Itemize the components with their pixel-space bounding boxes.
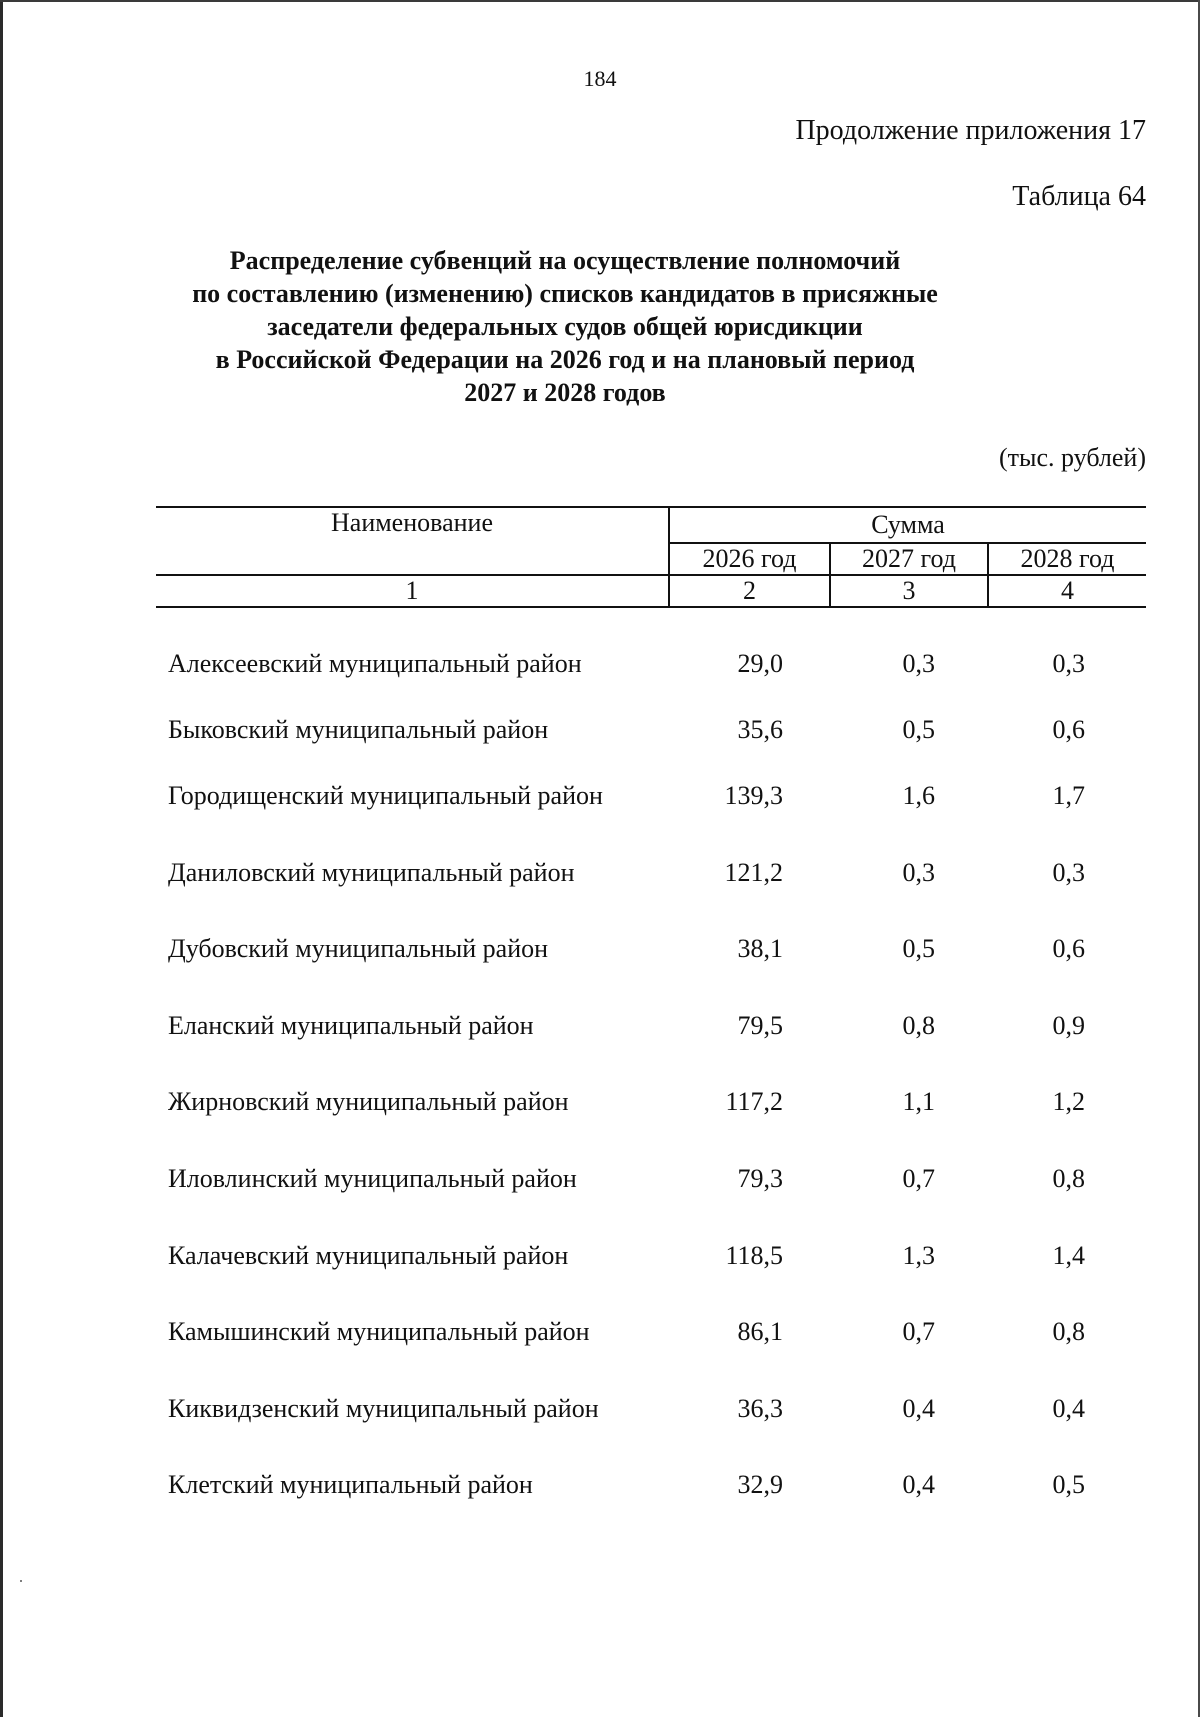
row-value-2028: 0,3 xyxy=(1052,649,1085,678)
scan-speck xyxy=(20,1580,22,1582)
table-row xyxy=(0,929,1200,969)
table-row xyxy=(0,776,1200,816)
row-value-2028: 0,8 xyxy=(1052,1164,1085,1193)
table-label: Таблица 64 xyxy=(1012,181,1146,212)
title-line: заседатели федеральных судов общей юрисдикции xyxy=(267,312,863,341)
col-number-2: 2 xyxy=(743,576,756,605)
table-row xyxy=(0,853,1200,893)
row-value-2026: 79,5 xyxy=(737,1011,783,1040)
units-label: (тыс. рублей) xyxy=(998,443,1146,472)
row-value-2027: 0,5 xyxy=(902,934,935,963)
row-value-2028: 1,4 xyxy=(1052,1241,1085,1270)
row-name: Алексеевский муниципальный район xyxy=(168,649,582,678)
row-value-2027: 0,4 xyxy=(902,1470,935,1499)
title-line: 2027 и 2028 годов xyxy=(464,378,666,407)
page-number: 184 xyxy=(583,66,617,91)
row-name: Камышинский муниципальный район xyxy=(168,1317,590,1346)
header-sum: Сумма xyxy=(871,510,945,539)
row-value-2027: 0,5 xyxy=(902,715,935,744)
table-row xyxy=(0,1159,1200,1199)
title-line: по составлению (изменению) списков кандидатов в присяжные xyxy=(192,279,938,308)
row-name: Дубовский муниципальный район xyxy=(168,934,549,963)
row-name: Городищенский муниципальный район xyxy=(168,781,603,810)
row-value-2028: 0,3 xyxy=(1052,858,1085,887)
row-value-2026: 79,3 xyxy=(737,1164,783,1193)
table-row xyxy=(0,1465,1200,1505)
row-value-2026: 38,1 xyxy=(737,934,783,963)
row-name: Жирновский муниципальный район xyxy=(168,1087,569,1116)
row-value-2028: 1,7 xyxy=(1052,781,1085,810)
col-number-1: 1 xyxy=(405,576,419,605)
row-value-2026: 117,2 xyxy=(725,1087,783,1116)
row-value-2028: 0,8 xyxy=(1052,1317,1085,1346)
row-value-2028: 0,9 xyxy=(1052,1011,1085,1040)
row-value-2026: 29,0 xyxy=(737,649,783,678)
row-value-2026: 32,9 xyxy=(737,1470,783,1499)
row-value-2027: 1,6 xyxy=(902,781,935,810)
header-year-2028: 2028 год xyxy=(1020,544,1115,573)
row-value-2026: 36,3 xyxy=(737,1394,783,1423)
title-line: в Российской Федерации на 2026 год и на плановый период xyxy=(215,345,915,374)
row-name: Быковский муниципальный район xyxy=(168,715,549,744)
row-value-2026: 86,1 xyxy=(737,1317,783,1346)
header-year-2027: 2027 год xyxy=(862,544,956,573)
row-value-2028: 0,6 xyxy=(1052,715,1085,744)
row-value-2027: 1,3 xyxy=(902,1241,935,1270)
row-name: Киквидзенский муниципальный район xyxy=(168,1394,599,1423)
header-name: Наименование xyxy=(331,508,493,537)
row-name: Еланский муниципальный район xyxy=(168,1011,534,1040)
row-name: Иловлинский муниципальный район xyxy=(168,1164,577,1193)
col-number-3: 3 xyxy=(902,576,916,605)
row-value-2026: 118,5 xyxy=(725,1241,783,1270)
table-row xyxy=(0,1006,1200,1046)
title-line: Распределение субвенций на осуществление полномочий xyxy=(229,246,901,275)
row-value-2026: 35,6 xyxy=(737,715,783,744)
row-name: Клетский муниципальный район xyxy=(168,1470,533,1499)
appendix-reference: Продолжение приложения 17 xyxy=(795,115,1146,146)
table-row xyxy=(0,1236,1200,1276)
row-value-2027: 0,8 xyxy=(902,1011,935,1040)
row-value-2028: 1,2 xyxy=(1052,1087,1085,1116)
row-value-2026: 139,3 xyxy=(724,781,783,810)
row-value-2027: 1,1 xyxy=(902,1087,935,1116)
row-value-2028: 0,4 xyxy=(1052,1394,1085,1423)
col-number-4: 4 xyxy=(1061,576,1074,605)
row-value-2026: 121,2 xyxy=(724,858,783,887)
row-value-2028: 0,5 xyxy=(1052,1470,1085,1499)
row-value-2027: 0,7 xyxy=(902,1164,935,1193)
header-year-2026: 2026 год xyxy=(702,544,797,573)
row-value-2028: 0,6 xyxy=(1052,934,1085,963)
scan-edge-top xyxy=(0,0,1200,2)
table-row xyxy=(0,1389,1200,1429)
document-title xyxy=(150,244,980,409)
row-value-2027: 0,4 xyxy=(902,1394,935,1423)
table-row xyxy=(0,710,1200,750)
row-name: Даниловский муниципальный район xyxy=(168,858,575,887)
table-row xyxy=(0,644,1200,684)
row-name: Калачевский муниципальный район xyxy=(168,1241,569,1270)
col-numbers-rule xyxy=(156,606,1146,608)
row-value-2027: 0,7 xyxy=(902,1317,935,1346)
row-value-2027: 0,3 xyxy=(902,649,935,678)
table-row xyxy=(0,1312,1200,1352)
row-value-2027: 0,3 xyxy=(902,858,935,887)
table-row xyxy=(0,1082,1200,1122)
